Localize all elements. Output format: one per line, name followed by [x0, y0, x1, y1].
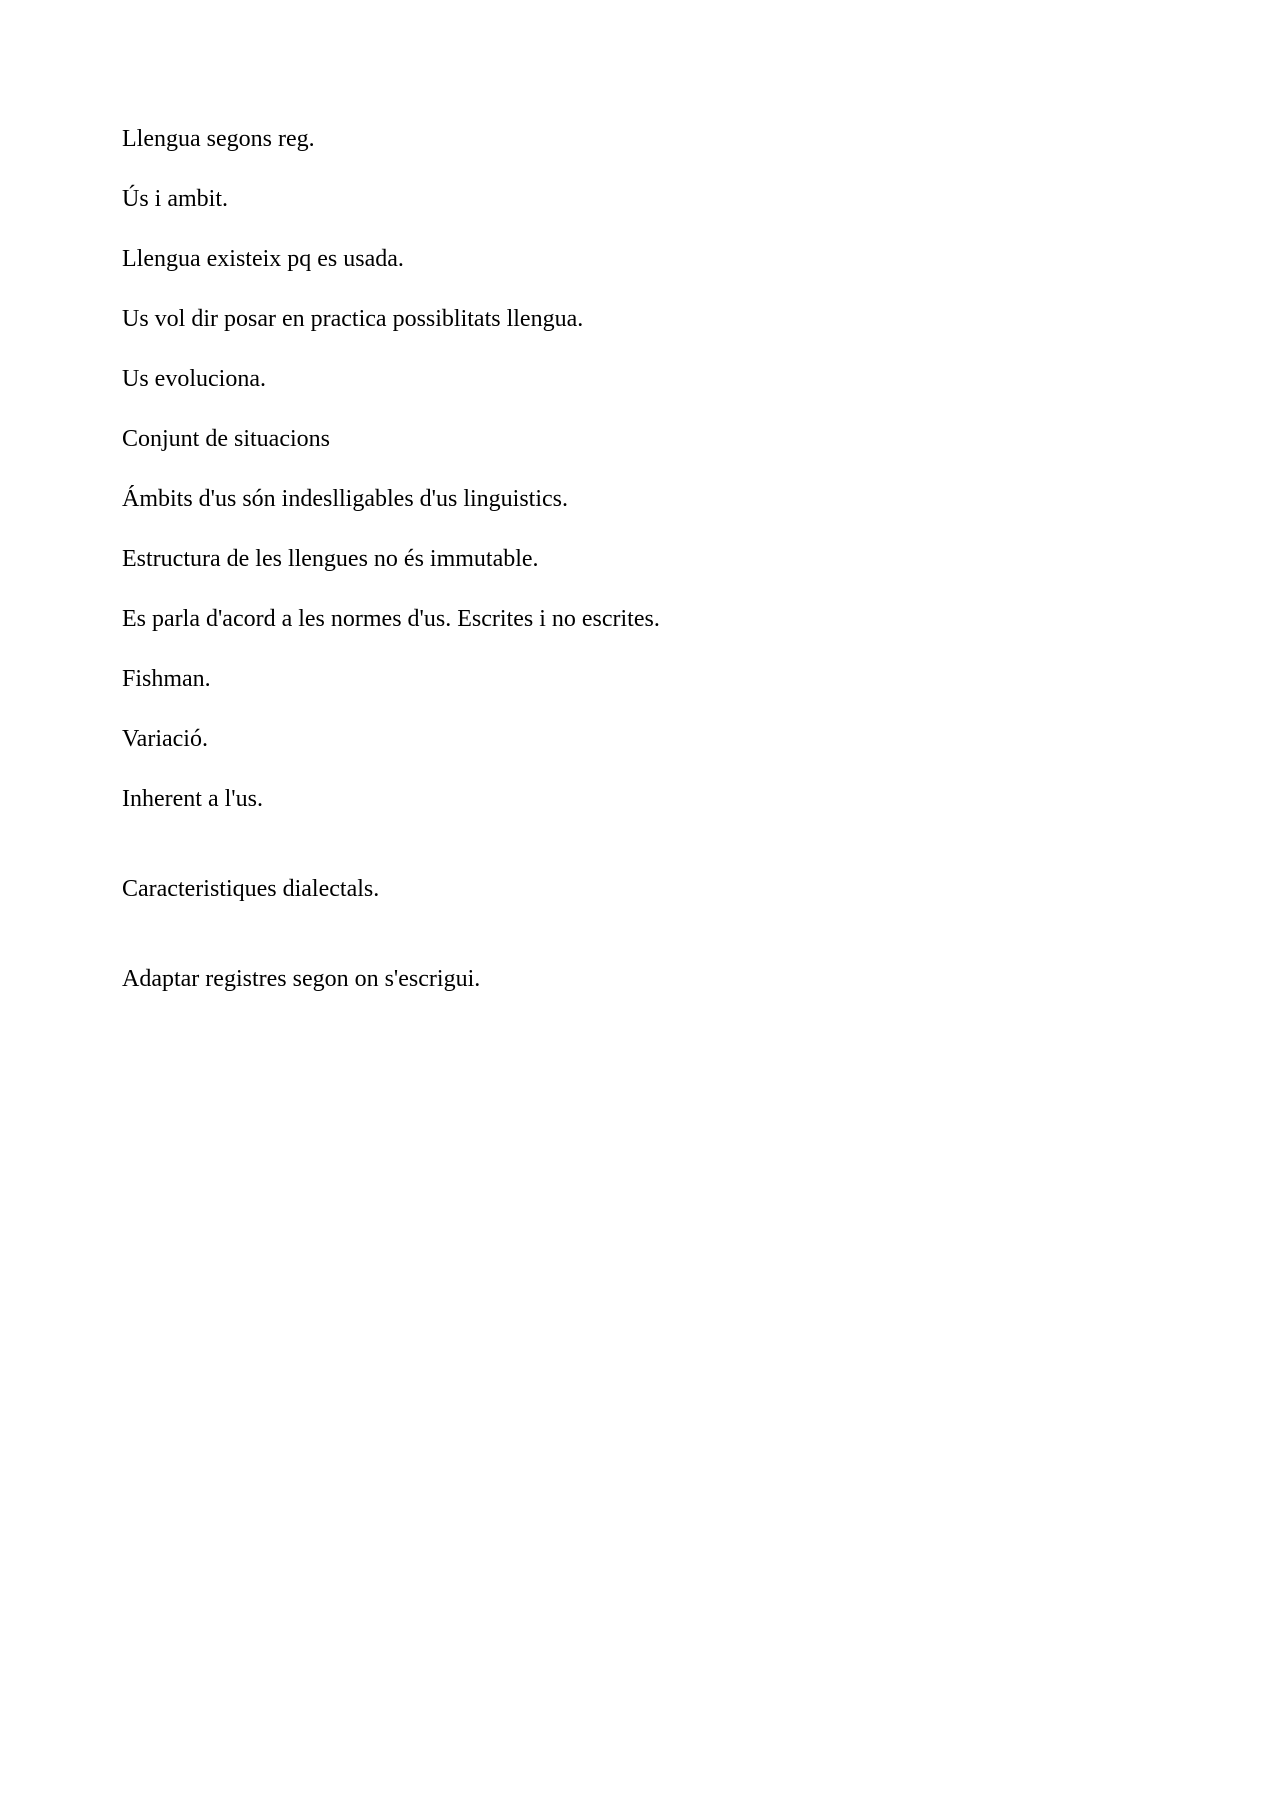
paragraph: Adaptar registres segon on s'escrigui.: [122, 966, 481, 992]
paragraph: Fishman.: [122, 666, 211, 692]
paragraph: Inherent a l'us.: [122, 786, 263, 812]
paragraph: Us vol dir posar en practica possiblitats llengua.: [122, 306, 584, 332]
paragraph: Ús i ambit.: [122, 186, 228, 212]
paragraph: Caracteristiques dialectals.: [122, 876, 380, 902]
paragraph: Variació.: [122, 726, 208, 752]
paragraph: Es parla d'acord a les normes d'us. Escrites i no escrites.: [122, 606, 660, 632]
paragraph: Us evoluciona.: [122, 366, 266, 392]
document-body: [122, 124, 1162, 1024]
paragraph: Conjunt de situacions: [122, 426, 330, 452]
paragraph: Llengua existeix pq es usada.: [122, 246, 404, 272]
paragraph: Estructura de les llengues no és immutable.: [122, 546, 539, 572]
paragraph: Llengua segons reg.: [122, 126, 315, 152]
paragraph: Ámbits d'us són indeslligables d'us linguistics.: [122, 486, 568, 512]
